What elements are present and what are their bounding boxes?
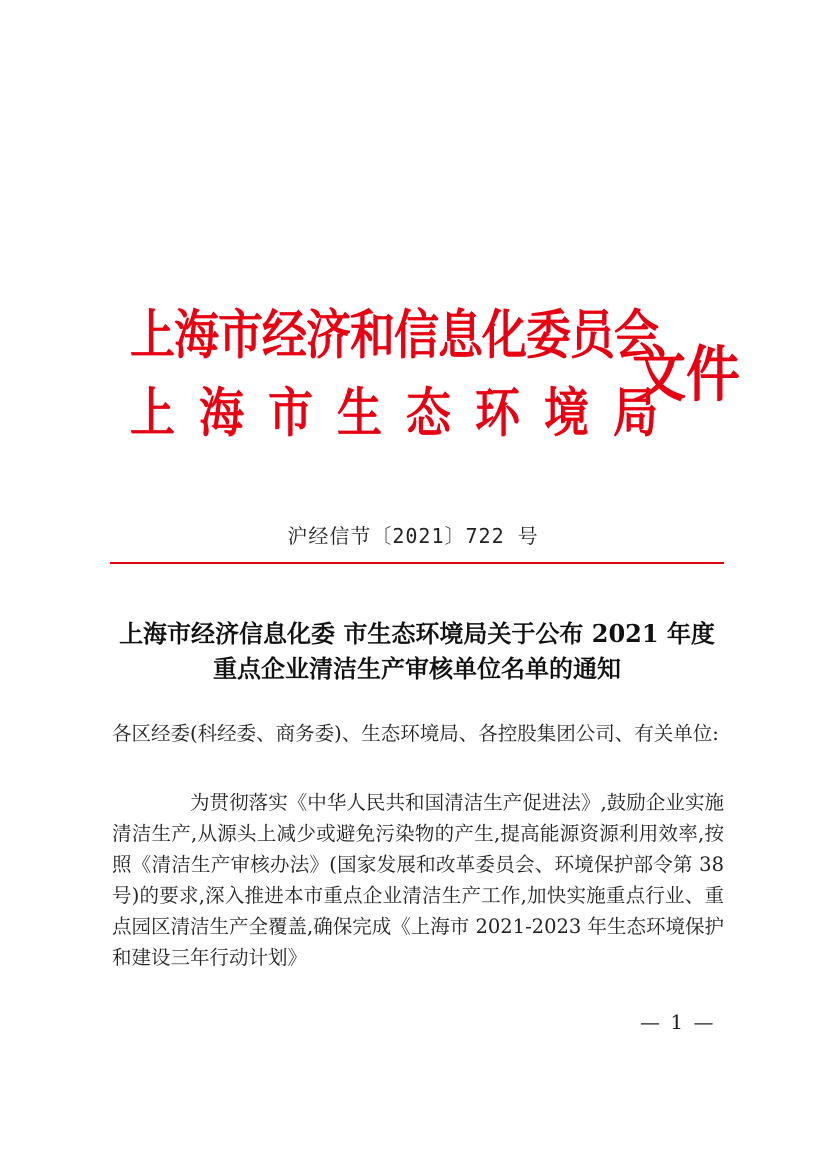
issuer-name-environment: 上海市生态环境局 <box>130 381 683 445</box>
notice-title-line-2: 重点企业清洁生产审核单位名单的通知 <box>213 654 621 683</box>
body-paragraph: 为贯彻落实《中华人民共和国清洁生产促进法》,鼓励企业实施清洁生产,从源头上减少或避免污染物的产生,提高能源资源利用效率,按照《清洁生产审核办法》(国家发展和改革委员会、环境保护部令第 38 号)的要求,深入推进本市重点企业清洁生产工作,加快实施重点行业、重点园区清洁生产全覆盖,确保完成《上海市 2021-2023 年生态环境保护和建设三年行动计划》 <box>112 791 724 969</box>
salutation: 各区经委(科经委、商务委)、生态环境局、各控股集团公司、有关单位: <box>112 722 719 745</box>
document-number: 沪经信节〔2021〕722 号 <box>287 524 539 548</box>
issuer-name-economy: 上海市经济和信息化委员会 <box>130 303 659 367</box>
page-number: — 1 — <box>640 1010 716 1034</box>
red-divider-line <box>110 562 724 564</box>
document-type-label: 文件 <box>632 337 740 410</box>
notice-title-line-1: 上海市经济信息化委 市生态环境局关于公布 2021 年度 <box>119 619 715 648</box>
